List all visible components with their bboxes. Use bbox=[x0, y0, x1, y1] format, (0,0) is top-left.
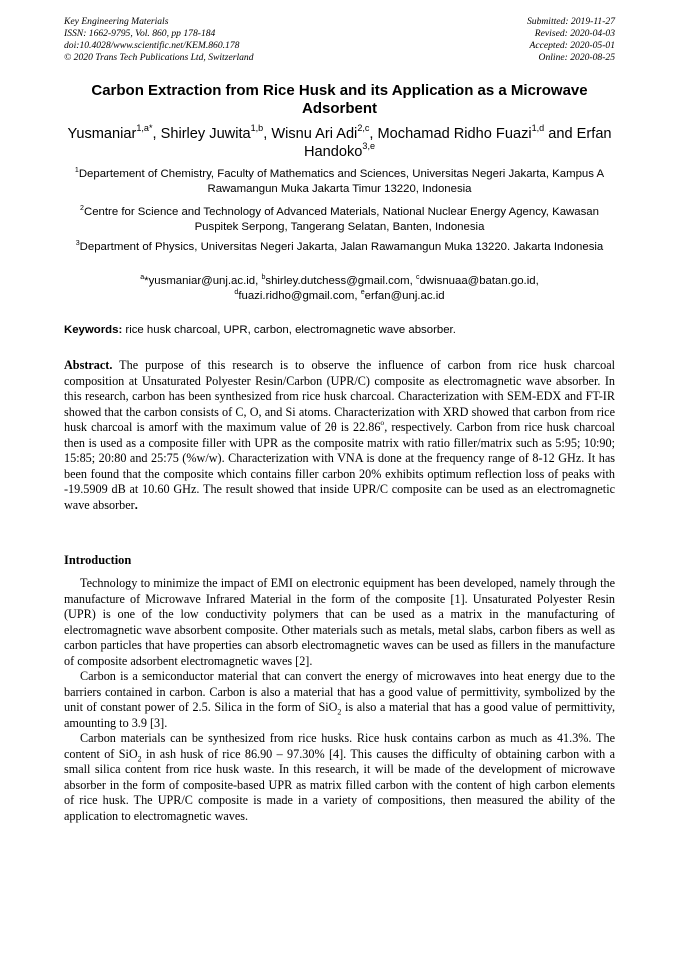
affiliation-text: Centre for Science and Technology of Advanced Materials, National Nuclear Energy Agency, Kawasan Puspitek Serpong, Tangerang Selatan, Banten, Indonesia bbox=[83, 206, 599, 233]
journal-info bbox=[64, 16, 254, 64]
abstract-end: . bbox=[134, 497, 138, 512]
abstract-text: The purpose of this research is to observe the influence of carbon from rice husk charcoal composition at Unsaturated Polyester Resin/Carbon (UPR/C) composite as electromagnetic wave absorber. In this research, carbon has been synthesized from rice husk charcoal. Characterization with SEM-EDX and FT-IR showed that the carbon consists of C, O, and Si atoms. Characterization with XRD showed that carbon from rice husk charcoal is amorf with the maximum value of 2θ is 22.86 bbox=[64, 358, 615, 434]
author-affiliation-mark: 1,d bbox=[531, 123, 545, 134]
author-affiliation-mark: 3,e bbox=[362, 141, 375, 152]
author-separator: , bbox=[263, 126, 272, 142]
author-affiliation-mark: 2,c bbox=[357, 123, 370, 134]
author-name: Mochamad Ridho Fuazi bbox=[377, 126, 532, 142]
email-mark: e bbox=[360, 288, 365, 296]
paper-title: Carbon Extraction from Rice Husk and its Application as a Microwave Adsorbent bbox=[91, 82, 588, 117]
author-separator: , bbox=[369, 126, 378, 142]
submitted-date: Submitted: 2019-11-27 bbox=[526, 16, 615, 27]
author-name: Shirley Juwita bbox=[160, 126, 251, 142]
author-name: Yusmaniar bbox=[67, 126, 137, 142]
author-name: Wisnu Ari Adi bbox=[271, 126, 358, 142]
online-date: Online: 2020-08-25 bbox=[538, 52, 615, 63]
email-mark: d bbox=[234, 288, 239, 296]
revised-date: Revised: 2020-04-03 bbox=[534, 28, 615, 39]
introduction-body bbox=[64, 576, 615, 824]
paragraph: Technology to minimize the impact of EMI on electronic equipment has been developed, namely through the manufacture of Microwave Infrared Material in the form of the composite [1]. Unsaturated Polyester Resin (UPR) is one of the low conductivity polymers that can be used as a matrix in the manufacturing of electromagnetic wave absorbent composite. Other materials such as metals, metal slabs, carbon fibers as well as carbon particles that have properties can absorb electromagnetic waves can be used as fillers in the manufacture of composite adsorbent electromagnetic waves [2]. bbox=[64, 576, 615, 668]
email-mark: a bbox=[140, 273, 145, 281]
author-list bbox=[64, 125, 615, 161]
abstract-text: , respectively. Carbon from rice husk charcoal then is used as a composite filler with UPR as the composite matrix with ratio filler/matrix such as 5:95; 10:90; 15:85; 20:80 and 25:75 (%w/w). Characterization with VNA is done at the frequency range of 8-12 GHz. It has been found that the composite which contains filler carbon 20% exhibits optimum reflection loss of peaks with -19.5909 dB at 10.60 GHz. The result showed that inside UPR/C composite can be used as an electromagnetic wave absorber bbox=[64, 420, 615, 512]
affiliation-number: 3 bbox=[75, 239, 80, 247]
affiliation-number: 1 bbox=[74, 166, 79, 174]
paragraph-text: in ash husk of rice 86.90 – 97.30% [4]. This causes the difficulty of obtaining carbon with a small silica content from rice husk waste. In this research, it will be made of the development of microwave absorber in the form of composite-based UPR as matrix filled carbon with the content of high carbon elements of rice husk. The UPR/C composite is made in a variety of compositions, then measured the ability of the application to electromagnetic waves. bbox=[64, 746, 615, 823]
journal-name: Key Engineering Materials bbox=[64, 16, 169, 27]
publication-dates bbox=[527, 16, 615, 64]
affiliation-2 bbox=[64, 205, 615, 235]
subscript: 2 bbox=[337, 707, 342, 717]
affiliation-number: 2 bbox=[80, 204, 84, 212]
author-separator: , bbox=[152, 126, 161, 142]
paragraph bbox=[64, 669, 615, 731]
email-link[interactable]: dwisnuaa@batan.go.id, bbox=[419, 275, 539, 287]
keywords-label: Keywords: bbox=[64, 324, 123, 336]
introduction-heading: Introduction bbox=[64, 553, 132, 567]
email-link[interactable]: erfan@unj.ac.id bbox=[364, 290, 445, 302]
email-link[interactable]: fuazi.ridho@gmail.com, bbox=[238, 290, 361, 302]
abstract-section bbox=[64, 358, 615, 513]
author-affiliation-mark: 1,a* bbox=[136, 123, 153, 134]
email-mark: b bbox=[261, 273, 266, 281]
keywords-text: rice husk charcoal, UPR, carbon, electromagnetic wave absorber. bbox=[122, 324, 456, 336]
journal-header bbox=[64, 16, 615, 64]
abstract-label: Abstract. bbox=[64, 358, 113, 372]
journal-doi: doi:10.4028/www.scientific.net/KEM.860.178 bbox=[64, 40, 240, 51]
author-affiliation-mark: 1,b bbox=[250, 123, 264, 134]
degree-symbol: o bbox=[380, 418, 385, 428]
affiliation-1 bbox=[64, 167, 615, 197]
accepted-date: Accepted: 2020-05-01 bbox=[529, 40, 615, 51]
journal-issn: ISSN: 1662-9795, Vol. 860, pp 178-184 bbox=[64, 28, 216, 39]
author-name: and Erfan Handoko bbox=[304, 126, 612, 160]
paragraph-text: Carbon materials can be synthesized from rice husks. Rice husk contains carbon as much as 41.3%. The content of SiO bbox=[64, 731, 615, 761]
paragraph-text: Carbon is a semiconductor material that can convert the energy of microwaves into heat energy due to the barriers contained in carbon. Carbon is also a material that has a good value of permittivity, symbolized by the unit of constant power of 2.5. Silica in the form of SiO bbox=[64, 669, 615, 714]
email-link[interactable]: *yusmaniar@unj.ac.id, bbox=[144, 275, 262, 287]
affiliation-3 bbox=[64, 240, 615, 255]
paragraph bbox=[64, 731, 615, 824]
subscript: 2 bbox=[137, 753, 142, 763]
email-mark: c bbox=[416, 273, 420, 281]
paragraph-text: is also a material that has a good value of permittivity, amounting to 3.9 [3]. bbox=[64, 700, 615, 730]
keywords-section bbox=[64, 323, 615, 338]
journal-copyright: © 2020 Trans Tech Publications Ltd, Switzerland bbox=[64, 52, 254, 63]
author-emails bbox=[64, 274, 615, 304]
affiliation-text: Department of Physics, Universitas Negeri Jakarta, Jalan Rawamangun Muka 13220. Jakarta Indonesia bbox=[79, 241, 604, 253]
affiliation-text: Departement of Chemistry, Faculty of Mathematics and Sciences, Universitas Negeri Jakarta, Kampus A Rawamangun Muka Jakarta Timur 13220, Indonesia bbox=[78, 168, 605, 195]
email-link[interactable]: shirley.dutchess@gmail.com, bbox=[265, 275, 416, 287]
